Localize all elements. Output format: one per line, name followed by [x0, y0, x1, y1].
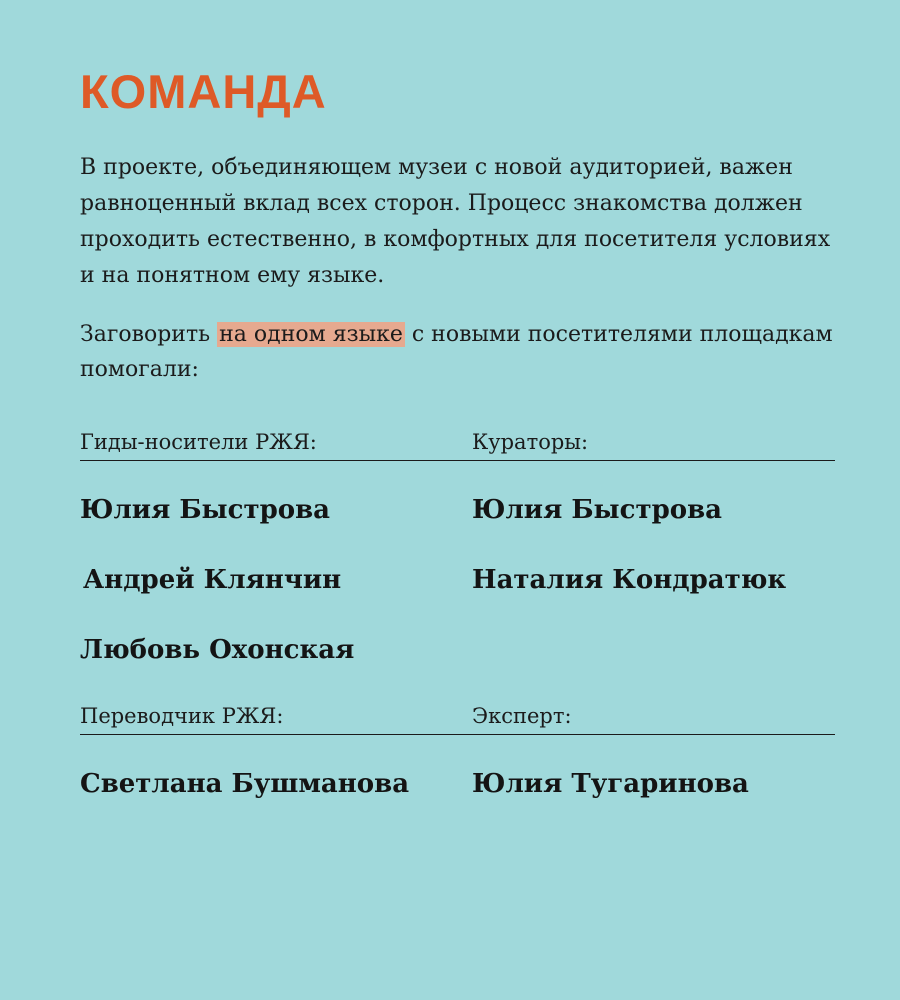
- person-name: Наталия Кондратюк: [472, 565, 787, 595]
- role-label-expert: Эксперт:: [472, 704, 572, 728]
- intro-paragraph: В проекте, объединяющем музеи с новой аудиторией, важен равноценный вклад всех сторон. Процесс знакомства должен проходить естественно, в комфортных для посетителя условиях и на понятном ему языке.: [80, 155, 831, 288]
- section-header: [80, 420, 835, 461]
- person-name: Светлана Бушманова: [80, 769, 410, 799]
- person-name: Юлия Быстрова: [472, 495, 722, 525]
- role-label-interpreter: Переводчик РЖЯ:: [80, 704, 284, 728]
- page-title: КОМАНДА: [80, 65, 327, 118]
- person-name: Юлия Тугаринова: [472, 769, 749, 799]
- role-label-guides: Гиды-носители РЖЯ:: [80, 430, 317, 454]
- person-name: Андрей Клянчин: [83, 565, 342, 595]
- section-header: [80, 694, 835, 735]
- person-name: Юлия Быстрова: [80, 495, 330, 525]
- curators-list: [472, 495, 786, 635]
- lead-text-before: Заговорить: [80, 322, 218, 347]
- person-name: Любовь Охонская: [80, 635, 355, 665]
- expert-list: [472, 769, 749, 839]
- guides-list: [80, 495, 354, 705]
- lead-paragraph: [80, 317, 840, 387]
- section-guides-curators: [80, 420, 835, 665]
- highlighted-phrase: на одном языке: [219, 322, 403, 347]
- role-label-curators: Кураторы:: [472, 430, 589, 454]
- lead-text-after: с новыми посетителями площадкам помогали:: [80, 322, 833, 382]
- section-interpreter-expert: [80, 694, 835, 799]
- interpreter-list: [80, 769, 409, 839]
